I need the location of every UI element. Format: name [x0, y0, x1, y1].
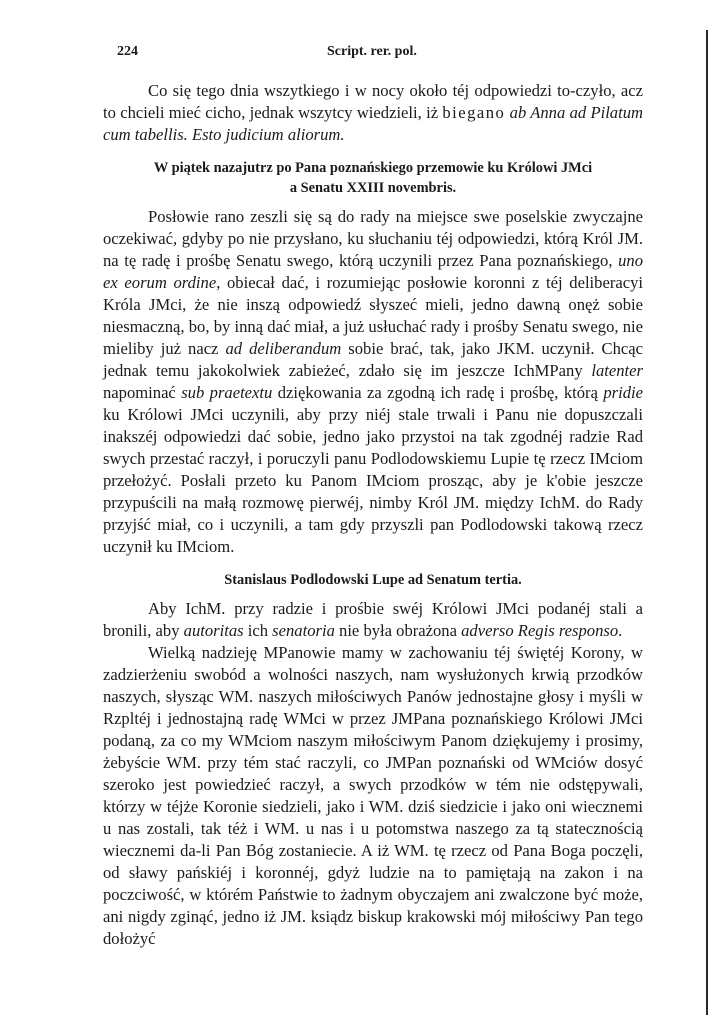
latin-phrase: autoritas [183, 621, 244, 640]
page-number: 224 [117, 44, 138, 59]
latin-phrase: pridie [603, 383, 643, 402]
intro-paragraph [103, 80, 643, 146]
running-title: Script. rer. pol. [327, 44, 417, 59]
intro-text: Co się tego dnia wszytkiego i w nocy około téj odpowiedzi to-czyło, acz to chcieli mieć cicho, jednak wszytcy wiedzieli, iż [103, 81, 643, 122]
latin-phrase: latenter [591, 361, 643, 380]
text-run: . [618, 621, 623, 640]
intro-spaced-word: biegano [442, 103, 506, 122]
intro-latin: ab Anna ad Pilatum cum tabellis. Esto judicium aliorum. [103, 103, 643, 144]
section-heading-2: Stanislaus Podlodowski Lupe ad Senatum tertia. [224, 572, 522, 588]
latin-phrase: ad deliberandum [225, 339, 342, 358]
text-run: dziękowania za zgodną ich radę i prośbę, którą [272, 383, 604, 402]
text-run: ku Królowi JMci uczynili, aby przy niéj stale trwali i Panu nie dopuszczali inakszéj odpowiedzi dać sobie, jedno jako przystoi na tak zgodnéj radzie Rad swych przestać raczył, i poruczyli panu Podlodowskiemu Lupie tę rzecz IMciom przełożyć. Posłali przeto ku Panom IMciom prosząc, aby je k'obie jeszcze przypuścili na małą rozmowę pierwéj, nimby Król JM. między IchM. do Rady przyjść miał, co i uczynili, a tam gdy przyszli pan Podlodowski takową rzecz uczynił ku IMciom. [103, 405, 643, 556]
text-run: ich [243, 621, 273, 640]
text-run: Posłowie rano zeszli się są do rady na miejsce swe poselskie zwyczajne oczekiwać, gdyby po nie przysłano, ku słuchaniu téj odpowiedzi, którą Król JM. na tę radę i prośbę Senatu swego, którą uczynili przez Pana poznańskiego, [103, 207, 643, 270]
body-paragraph-1 [103, 206, 643, 558]
latin-phrase: adverso Regis responso [461, 621, 619, 640]
page-body [103, 80, 643, 950]
text-run: sobie brać, tak, jako JKM. uczynił. Chcąc jednak temu jakokolwiek zabieżeć, zdało się im jeszcze IchMPany [103, 339, 643, 380]
text-run: , obiecał dać, i rozumiejąc posłowie koronni z téj deliberacyi Króla JMci, że nie inszą odpowiedź słyszeć mieli, jedno dawną onęż sobie niesmaczną, bo, by inną dać miał, a już usłuchać rady i prośby Senatu swego, nie mieliby już nacz [103, 273, 643, 358]
section-heading-1 [103, 158, 643, 198]
page-edge [706, 30, 708, 1015]
page-header [117, 44, 637, 68]
text-run: Aby IchM. przy radzie i prośbie swéj Królowi JMci podanéj stali a bronili, aby [103, 599, 643, 640]
latin-phrase: senatoria [272, 621, 335, 640]
text-run: nie była obrażona [334, 621, 462, 640]
text-run: napominać [103, 383, 182, 402]
latin-phrase: sub praetextu [181, 383, 273, 402]
section-heading-1-line1: W piątek nazajutrz po Pana poznańskiego przemowie ku Królowi JMci [153, 160, 593, 176]
section-heading-1-line2: a Senatu XXIII novembris. [289, 180, 457, 196]
body-paragraph-3: Wielką nadzieję MPanowie mamy w zachowaniu téj świętéj Korony, w zadzierżeniu swobód a wolności naszych, nam wysłużonych krwią przodków naszych, słysząc WM. naszych miłościwych Panów jednostajne głosy i myśli w Rzpltéj i jednostajną radę WMci w przez JMPana poznańskiego Królowi JMci podaną, za co my WMciom naszym miłościwym Panom dziękujemy i prosimy, żebyście WM. przy tém stać raczyli, co JMPan poznański od WMciów dosyć szeroko jest powiedzieć raczył, a swych przodków w tém nie odstępywali, którzy w téjże Koronie siedzieli, jako i WM. dziś siedzicie i jako oni wiecznemi u nas zostali, tak téż i WM. u nas i u potomstwa naszego za tą statecznością wiecznemi da-li Pan Bóg zostaniecie. A iż WM. tę rzecz od Pana Boga poczęli, od sławy pańskiéj i koronnéj, gdyż ludzie na to pamiętają na zakon i na poczciwość, w którém Państwie to żadnym obyczajem ani zwalczone być może, ani nigdy zginąć, jedno iż JM. ksiądz biskup krakowski mój miłościwy Pan tego dołożyć [103, 643, 643, 948]
body-paragraph-2 [103, 598, 643, 642]
latin-phrase: uno ex eorum ordine [103, 251, 643, 292]
